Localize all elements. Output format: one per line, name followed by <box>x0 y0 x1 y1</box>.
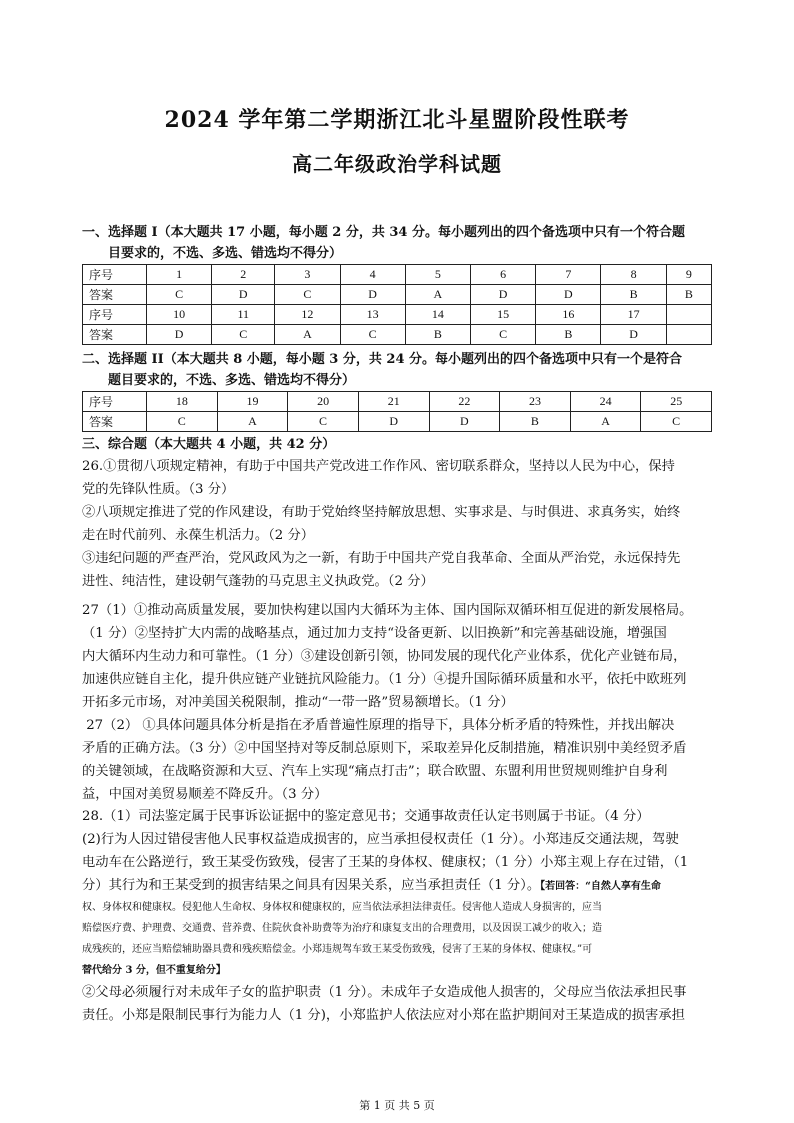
table-cell: D <box>147 325 212 345</box>
table-cell: B <box>500 412 571 432</box>
table-cell: 18 <box>147 392 218 412</box>
table-cell: D <box>470 285 535 305</box>
text-line: 电动车在公路逆行，致王某受伤致残，侵害了王某的身体权、健康权；（1 分）小郑主观上存在过错，（1 <box>82 855 689 870</box>
table-cell: 8 <box>601 265 666 285</box>
table-cell: C <box>275 285 340 305</box>
table-row <box>83 265 712 285</box>
table-cell: B <box>405 325 470 345</box>
table-row <box>83 325 712 345</box>
table-cell: 13 <box>340 305 405 325</box>
table-cell: 5 <box>405 265 470 285</box>
table-cell: C <box>288 412 359 432</box>
q28-answer <box>82 805 718 1027</box>
note-line: 赔偿医疗费、护理费、交通费、营养费、住院伙食补助费等为治疗和康复支出的合理费用，以及因误工减少的收入；造 <box>82 923 602 934</box>
text-line: 28.（1）司法鉴定属于民事诉讼证据中的鉴定意见书；交通事故责任认定书则属于书证。（4 分） <box>82 809 650 824</box>
table-cell: 6 <box>470 265 535 285</box>
table-cell: 22 <box>429 392 500 412</box>
table-cell: D <box>358 412 429 432</box>
text-line: 27（1）①推动高质量发展，要加快构建以国内大循环为主体、国内国际双循环相互促进的新发展格局。 <box>82 603 693 618</box>
text-line: 加速供应链自主化，提升供应链产业链抗风险能力。（1 分）④提升国际循环质量和水平，依托中欧班列 <box>82 672 687 687</box>
table-cell: C <box>212 325 275 345</box>
table-cell: D <box>429 412 500 432</box>
table-cell: A <box>405 285 470 305</box>
table-row <box>83 392 712 412</box>
table-cell: 11 <box>212 305 275 325</box>
answer-table-2 <box>82 391 712 432</box>
table-row <box>83 305 712 325</box>
note-line: 替代给分 3 分，但不重复给分】 <box>82 965 226 976</box>
table-cell: 9 <box>666 265 711 285</box>
table-cell: C <box>641 412 712 432</box>
text-line: 责任。小郑是限制民事行为能力人（1 分)，小郑监护人依法应对小郑在监护期间对王某造成的损害承担 <box>82 1008 685 1023</box>
table-cell: 序号 <box>83 305 147 325</box>
table-cell: 20 <box>288 392 359 412</box>
table-cell: A <box>570 412 641 432</box>
table-cell: 1 <box>147 265 212 285</box>
table-cell: A <box>217 412 288 432</box>
table-cell: 16 <box>536 305 601 325</box>
text-line: 内大循环内生动力和可靠性。（1 分）③建设创新引领，协同发展的现代化产业体系，优化产业链布局， <box>82 649 687 664</box>
text-line: 的关键领域，在战略资源和大豆、汽车上实现“痛点打击”；联合欧盟、东盟利用世贸规则维护自身利 <box>82 764 668 779</box>
page-footer: 第 1 页 共 5 页 <box>359 1099 435 1112</box>
table-cell: 3 <box>275 265 340 285</box>
text-line: 27（2） ①具体问题具体分析是指在矛盾普遍性原理的指导下，具体分析矛盾的特殊性，并找出解决 <box>82 718 675 733</box>
note-line: 权、身体权和健康权。侵犯他人生命权、身体权和健康权的，应当依法承担法律责任。侵害他人造成人身损害的，应当 <box>82 902 602 913</box>
table-cell: 2 <box>212 265 275 285</box>
table-cell: 23 <box>500 392 571 412</box>
table-cell: 序号 <box>83 392 147 412</box>
note-start: 【若回答：“自然人享有生命 <box>540 881 661 892</box>
table-cell: C <box>340 325 405 345</box>
table-cell: 答案 <box>83 285 147 305</box>
table-cell: B <box>536 325 601 345</box>
table-cell: 答案 <box>83 412 147 432</box>
table-cell: 14 <box>405 305 470 325</box>
table-cell: D <box>212 285 275 305</box>
table-cell <box>666 305 711 325</box>
text-line: 开拓多元市场，对冲美国关税限制，推动“一带一路”贸易额增长。（1 分） <box>82 695 514 710</box>
table-cell: D <box>340 285 405 305</box>
table-cell: 15 <box>470 305 535 325</box>
table-cell: A <box>275 325 340 345</box>
text-line: 进性、纯洁性，建设朝气蓬勃的马克思主义执政党。（2 分） <box>82 574 434 589</box>
table-cell: 4 <box>340 265 405 285</box>
table-cell: 24 <box>570 392 641 412</box>
note-line: 成残疾的，还应当赔偿辅助器具费和残疾赔偿金。小郑违规驾车致王某受伤致残，侵害了王某的身体权、健康权。”可 <box>82 944 593 955</box>
table-cell: 序号 <box>83 265 147 285</box>
text-line: （1 分）②坚持扩大内需的战略基点，通过加力支持“设备更新、以旧换新”和完善基础设施，增强国 <box>82 626 667 641</box>
q27-answer <box>82 599 718 806</box>
table-cell: C <box>147 285 212 305</box>
table-cell: 10 <box>147 305 212 325</box>
table-cell: 12 <box>275 305 340 325</box>
table-cell: B <box>666 285 711 305</box>
q26-answer <box>82 455 718 593</box>
text-line: 矛盾的正确方法。（3 分）②中国坚持对等反制总原则下，采取差异化反制措施，精准识别中美经贸矛盾 <box>82 741 687 756</box>
text-line: ③违纪问题的严查严治，党风政风为之一新，有助于中国共产党自我革命、全面从严治党，永远保持先 <box>82 551 681 566</box>
text-line: 益，中国对美贸易顺差不降反升。（3 分） <box>82 787 328 802</box>
section2-heading: 二、选择题 II（本大题共 8 小题，每小题 3 分，共 24 分。每小题列出的四个备选项中只有一个是符合 题目要求的，不选、多选、错选均不得分） <box>82 352 683 388</box>
table-cell: D <box>536 285 601 305</box>
table-cell: 19 <box>217 392 288 412</box>
table-cell: D <box>601 325 666 345</box>
table-cell: C <box>147 412 218 432</box>
section3-heading: 三、综合题（本大题共 4 小题，共 42 分） <box>82 437 336 452</box>
table-cell: 答案 <box>83 325 147 345</box>
table-row <box>83 412 712 432</box>
page-title: 2024 学年第二学期浙江北斗星盟阶段性联考 <box>164 107 630 133</box>
text-line: 26.①贯彻八项规定精神，有助于中国共产党改进工作作风、密切联系群众，坚持以人民为中心，保持 <box>82 459 675 474</box>
table-row <box>83 285 712 305</box>
table-cell <box>666 325 711 345</box>
answer-table-1 <box>82 264 712 345</box>
text-line: (2)行为人因过错侵害他人民事权益造成损害的，应当承担侵权责任（1 分）。小郑违反交通法规，驾驶 <box>82 832 679 847</box>
text-line: 走在时代前列、永葆生机活力。（2 分） <box>82 528 315 543</box>
table-cell: 17 <box>601 305 666 325</box>
table-cell: C <box>470 325 535 345</box>
table-cell: 21 <box>358 392 429 412</box>
table-cell: 7 <box>536 265 601 285</box>
text-line: ②父母必须履行对未成年子女的监护职责（1 分）。未成年子女造成他人损害的，父母应当依法承担民事 <box>82 985 687 1000</box>
table-cell: B <box>601 285 666 305</box>
table-cell: 25 <box>641 392 712 412</box>
text-line: ②八项规定推进了党的作风建设，有助于党始终坚持解放思想、实事求是、与时俱进、求真务实，始终 <box>82 505 681 520</box>
page-subtitle: 高二年级政治学科试题 <box>292 152 502 176</box>
text-line: 党的先锋队性质。（3 分） <box>82 482 235 497</box>
text-line: 分）其行为和王某受到的损害结果之间具有因果关系，应当承担责任（1 分）。【若回答：“自然人享有生命 <box>82 878 661 893</box>
section1-heading: 一、选择题 I（本大题共 17 小题，每小题 2 分，共 34 分。每小题列出的四个备选项中只有一个符合题 目要求的，不选、多选、错选均不得分） <box>82 225 685 261</box>
